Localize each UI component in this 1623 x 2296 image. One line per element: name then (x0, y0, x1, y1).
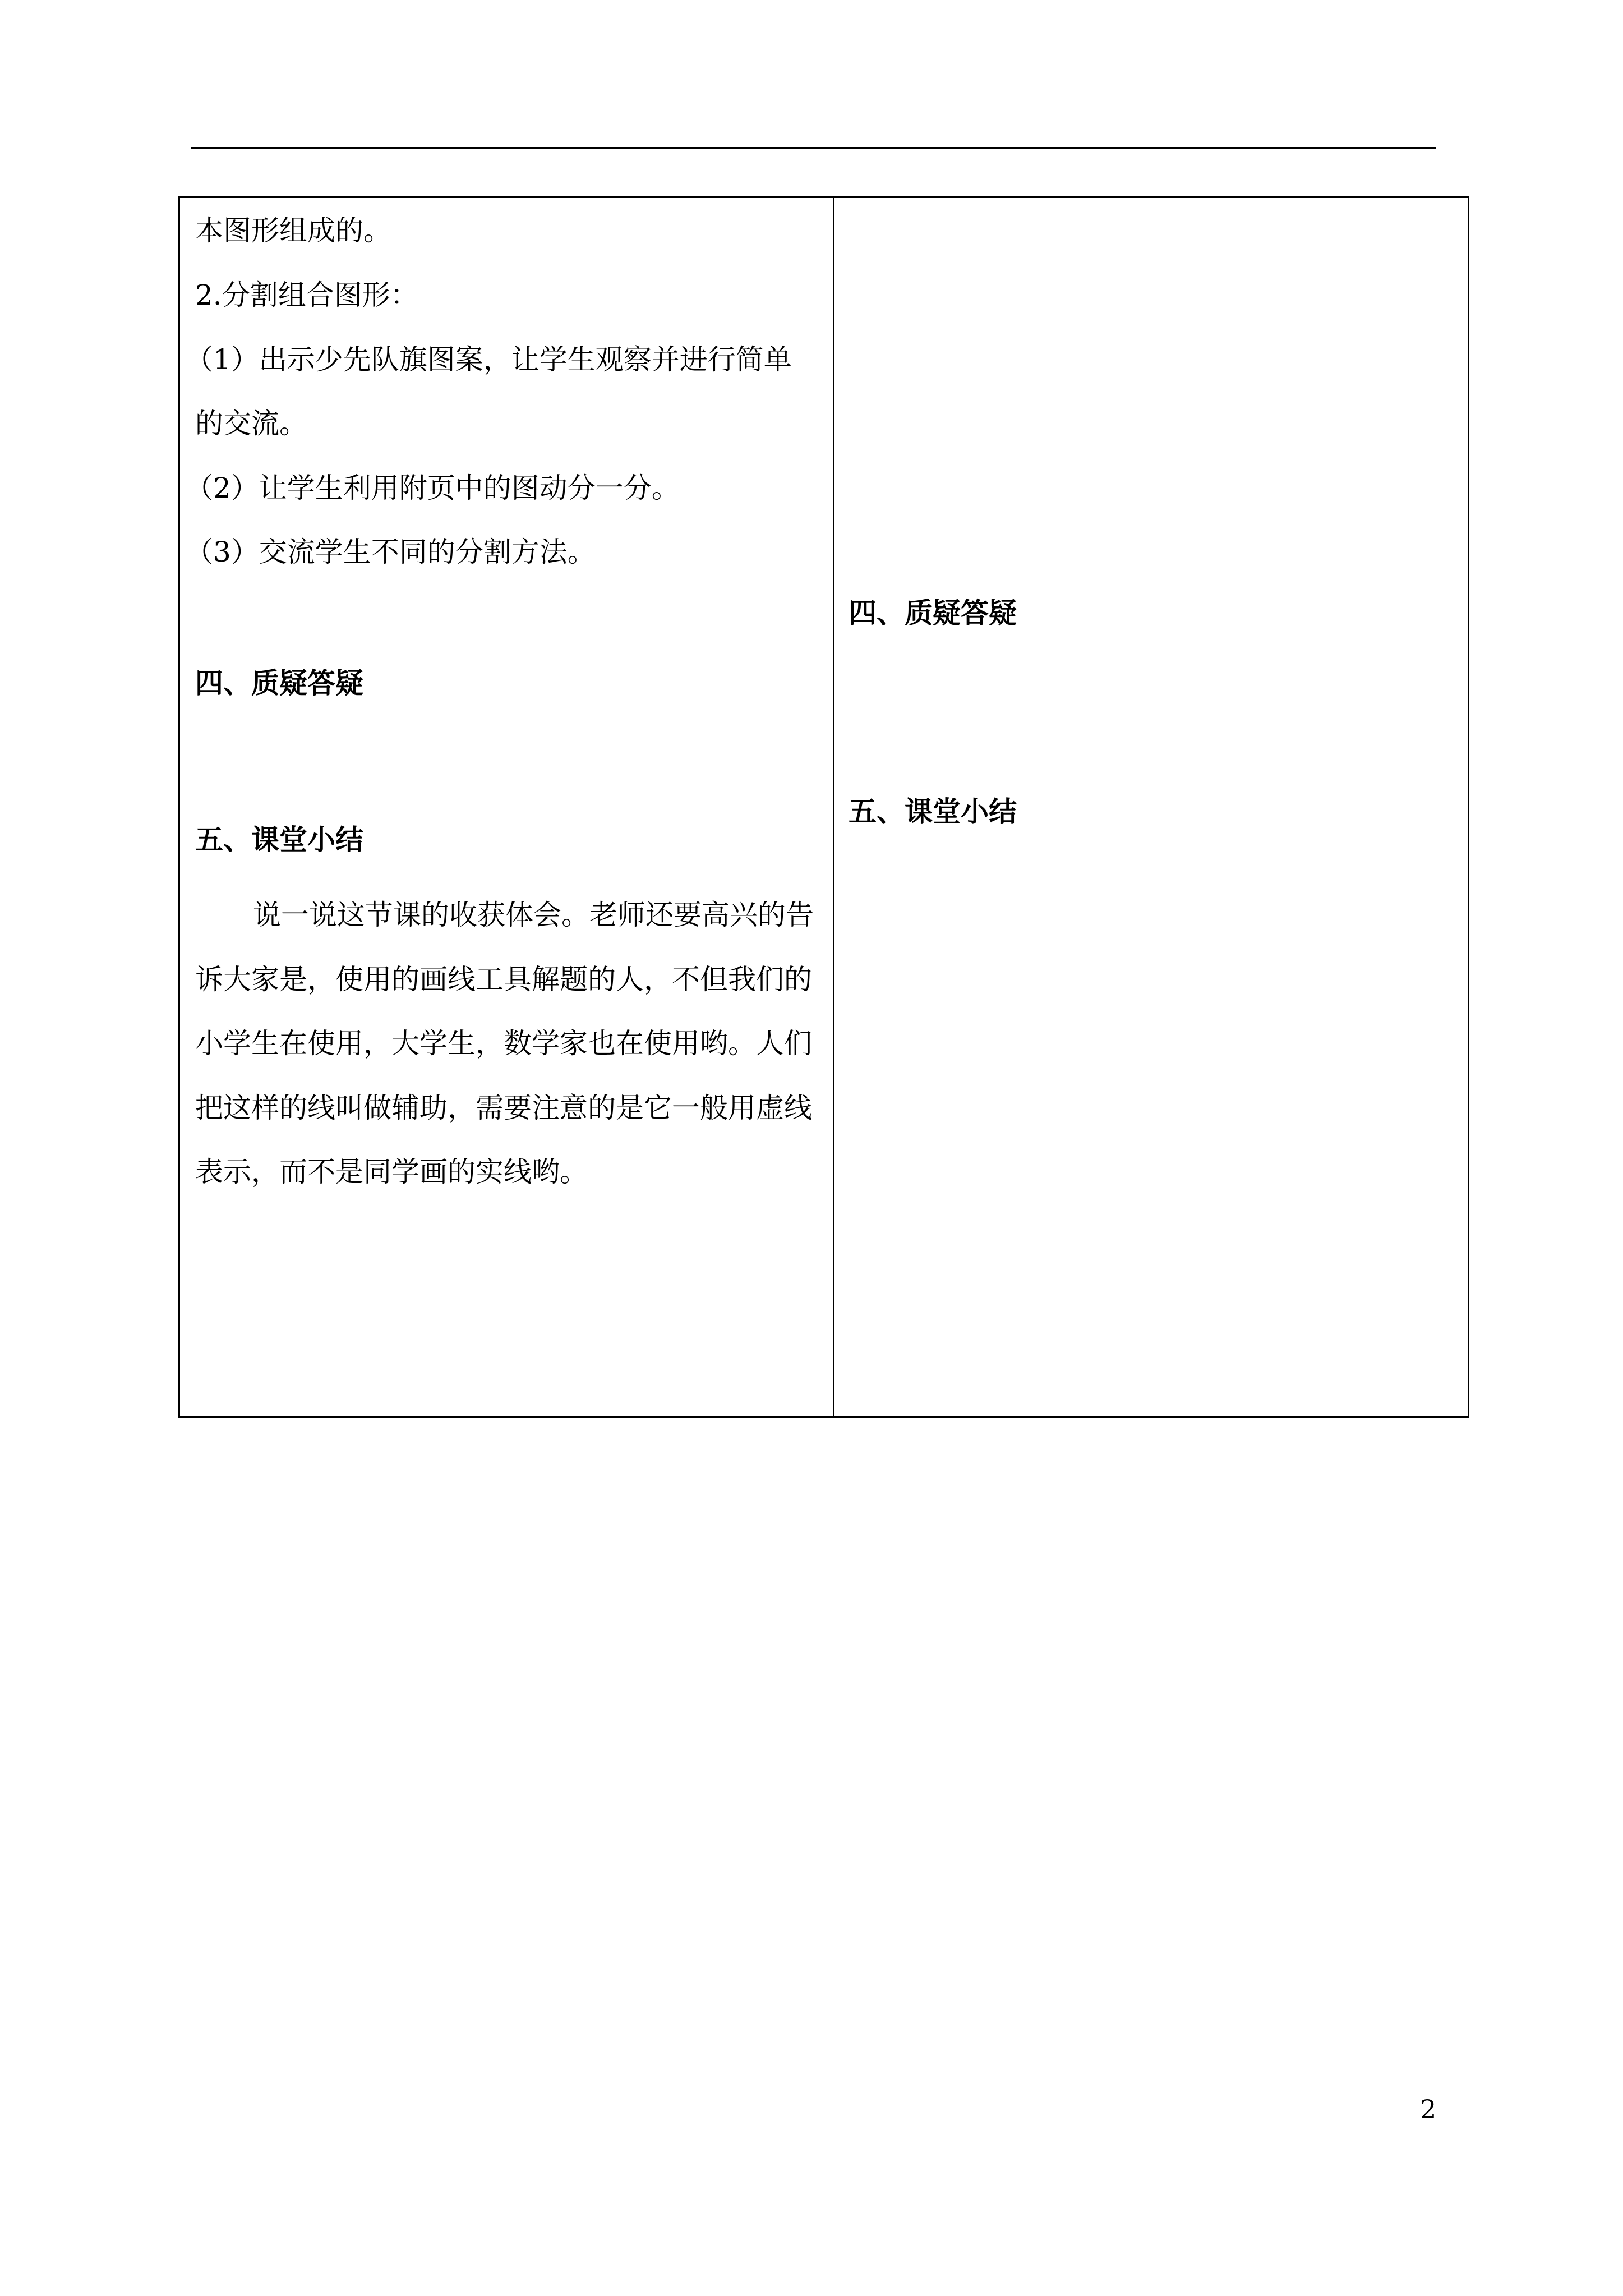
left-line-4: 的交流。 (195, 407, 307, 440)
left-summary-line-5: 表示，而不是同学画的实线哟。 (195, 1156, 588, 1188)
left-line-5: （2）让学生利用附页中的图动分一分。 (185, 472, 680, 504)
left-heading-summary: 五、课堂小结 (195, 823, 363, 856)
left-summary-line-4: 把这样的线叫做辅助，需要注意的是它一般用虚线 (195, 1092, 812, 1124)
column-divider (833, 198, 834, 1416)
left-line-1: 本图形组成的。 (195, 214, 391, 247)
left-line-2: 2.分割组合图形： (195, 279, 418, 311)
right-heading-summary: 五、课堂小结 (849, 795, 1017, 828)
left-summary-line-3: 小学生在使用，大学生，数学家也在使用哟。人们 (195, 1027, 812, 1060)
page-number: 2 (1420, 2094, 1437, 2124)
left-heading-q-and-a: 四、质疑答疑 (195, 666, 363, 700)
left-line-6: （3）交流学生不同的分割方法。 (185, 536, 596, 568)
left-line-3: （1）出示少先队旗图案，让学生观察并进行简单 (185, 343, 792, 376)
header-rule (191, 147, 1436, 149)
left-summary-line-2: 诉大家是，使用的画线工具解题的人，不但我们的 (195, 963, 812, 996)
lesson-table (178, 196, 1469, 1418)
left-summary-line-1: 说一说这节课的收获体会。老师还要高兴的告 (253, 899, 814, 931)
right-heading-q-and-a: 四、质疑答疑 (849, 596, 1017, 629)
